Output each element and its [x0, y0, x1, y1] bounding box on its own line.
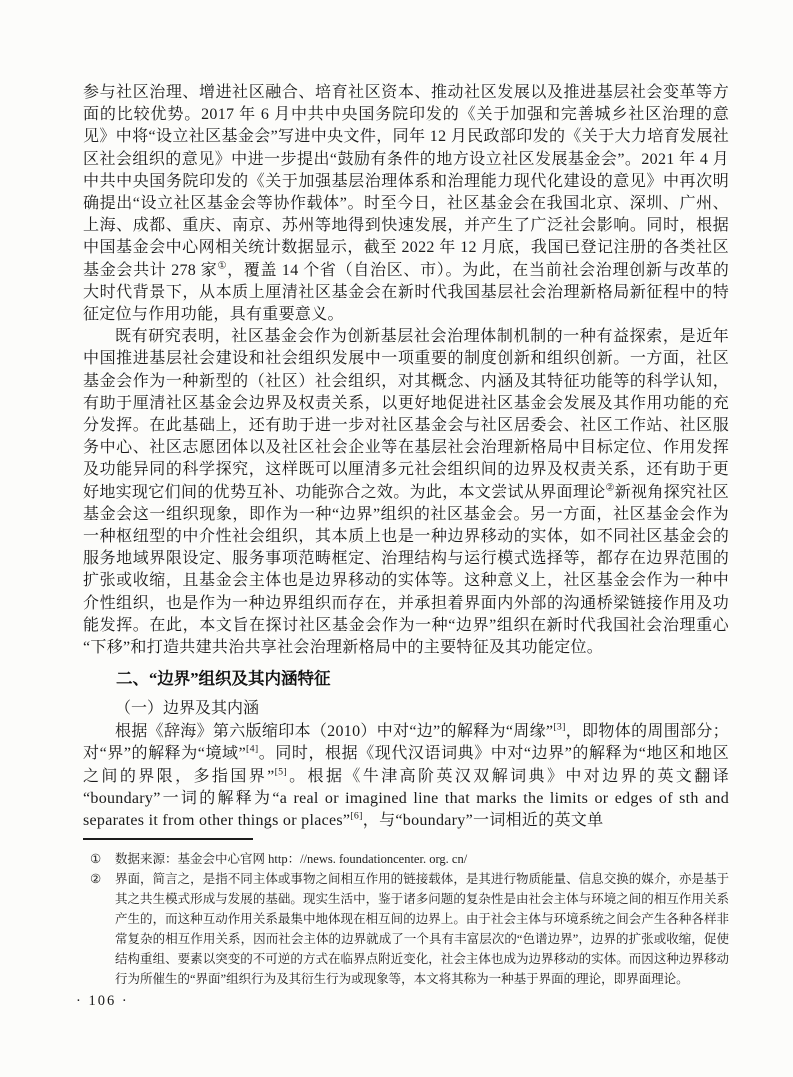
- footnote-ref: [5]: [274, 766, 288, 778]
- paragraph: [83, 82, 729, 326]
- footnote-item: [90, 849, 729, 869]
- subsection-heading: （一）边界及其内涵: [115, 700, 260, 718]
- footnote-ref: [6]: [350, 810, 363, 822]
- footnote-marker: ②: [90, 872, 102, 887]
- footnotes-list: [90, 849, 729, 989]
- footnote-ref: [3]: [553, 721, 566, 733]
- footnote-separator: [83, 838, 253, 840]
- page-number: · 106 ·: [76, 993, 129, 1009]
- footnote-ref: [4]: [246, 744, 259, 756]
- article-body: [83, 82, 729, 832]
- paragraph: [83, 721, 729, 832]
- text-run: 新视角探究社区基金会这一组织现象，即作为一种“边界”组织的社区基金会。另一方面，社区基金会作为一种枢纽型的中介性社会组织，其本质上也是一种边界移动的实体，如不同社区基金会的服务地域界限设定、服务事项范畴框定、治理结构与运行模式选择等，都存在边界范围的扩张或收缩，且基金会主体也是边界移动的实体等。这种意义上，社区基金会作为一种中介性组织，也是作为一种边界组织而存在，并承担着界面内外部的沟通桥梁链接作用及功能发挥。在此，本文旨在探讨社区基金会作为一种“边界”组织在新时代我国社会治理重心“下移”和打造共建共治共享社会治理新格局中的主要特征及其功能定位。: [83, 483, 729, 657]
- footnote-text: 数据来源：基金会中心官网 http：//news. foundationcenter. org. cn/: [115, 852, 468, 867]
- text-run: 既有研究表明，社区基金会作为创新基层社会治理体制机制的一种有益探索，是近年中国推进基层社会建设和社会组织发展中一项重要的制度创新和组织创新。一方面，社区基金会作为一种新型的（社区）社会组织，对其概念、内涵及其特征功能等的科学认知，有助于厘清社区基金会边界及权责关系，以更好地促进社区基金会发展及其作用功能的充分发挥。在此基础上，还有助于进一步对社区基金会与社区居委会、社区工作站、社区服务中心、社区志愿团体以及社区社会企业等在基层社会治理新格局中目标定位、作用发挥及功能异同的科学探究，这样既可以厘清多元社会组织间的边界及权责关系，还有助于更好地实现它们间的优势互补、功能弥合之效。为此，本文尝试从界面理论: [83, 328, 729, 501]
- text-run: ，覆盖 14 个省（自治区、市）。为此，在当前社会治理创新与改革的大时代背景下，从本质上厘清社区基金会在新时代我国基层社会治理新格局新征程中的特征定位与作用功能，具有重要意义。: [83, 261, 729, 324]
- paragraph: [83, 326, 729, 659]
- footnote-text: 界面，简言之，是指不同主体或事物之间相互作用的链接载体，是其进行物质能量、信息交换的媒介，亦是基于其之共生模式形成与发展的基础。现实生活中，鉴于诸多问题的复杂性是由社会主体与环境之间的相互作用关系产生的，而这种互动作用关系最集中地体现在相互间的边界上。由于社会主体与环境系统之间会产生各种各样非常复杂的相互作用关系，因而社会主体的边界就成了一个具有丰富层次的“色谱边界”，边界的扩张或收缩，促使结构重组、要素以突变的不可逆的方式在临界点附近变化，社会主体也成为边界移动的实体。而因这种边界移动行为所催生的“界面”组织行为及其衍生行为或现象等，本文将其称为一种基于界面的理论，即界面理论。: [115, 872, 729, 987]
- text-run: ，即物体的周围部分；对“界”的解释为“境域”: [83, 723, 729, 763]
- footnote-ref: ②: [605, 482, 615, 494]
- text-run: 根据《辞海》第六版缩印本（2010）中对“边”的解释为“周缘”: [115, 723, 554, 741]
- text-run: 参与社区治理、增进社区融合、培育社区资本、推动社区发展以及推进基层社会变革等方面的比较优势。2017 年 6 月中共中央国务院印发的《关于加强和完善城乡社区治理的意见》中将“设立社区基金会”写进中央文件，同年 12 月民政部印发的《关于大力培育发展社区社会组织的意见》中进一步提出“鼓励有条件的地方设立社区发展基金会”。2021 年 4 月中共中央国务院印发的《关于加强基层治理体系和治理能力现代化建设的意见》中再次明确提出“设立社区基金会等协作载体”。时至今日，社区基金会在我国北京、深圳、广州、上海、成都、重庆、南京、苏州等地得到快速发展，并产生了广泛社会影响。同时，根据中国基金会中心网相关统计数据显示，截至 2022 年 12 月底，我国已登记注册的各类社区基金会共计 278 家: [83, 84, 729, 279]
- text-run: 。同时，根据《现代汉语词典》中对“边界”的解释为“地区和地区之间的界限，多指国界”: [83, 745, 729, 785]
- text-run: ，与“boundary”一词相近的英文单: [362, 812, 604, 830]
- page-content: [83, 82, 729, 989]
- footnote-marker: ①: [90, 852, 102, 867]
- section-heading: 二、“边界”组织及其内涵特征: [116, 669, 331, 689]
- footnote-ref: ①: [217, 260, 228, 272]
- text-run: 。根据《牛津高阶英汉双解词典》中对边界的英文翻译“boundary”一词的解释为“a real or imagined line that marks the limits or edges of sth and separates it from other things or places”: [83, 767, 729, 830]
- footnote-item: [90, 869, 729, 989]
